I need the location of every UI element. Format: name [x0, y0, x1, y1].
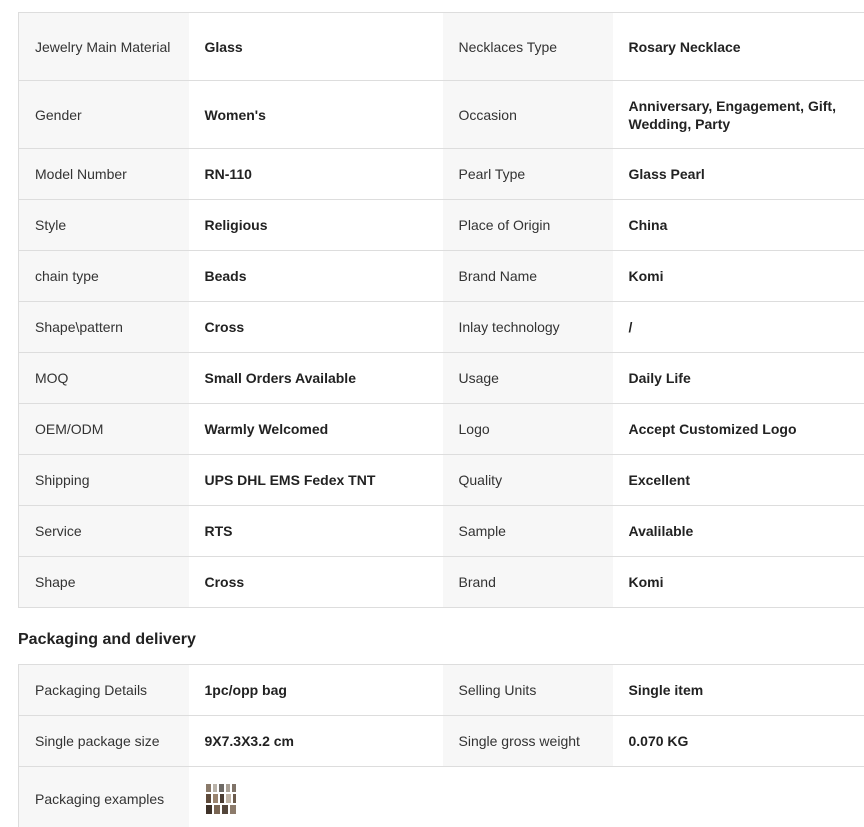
attribute-key: Shape\pattern	[19, 302, 189, 353]
attribute-value: Daily Life	[613, 353, 864, 404]
packaging-thumbnail-image[interactable]	[205, 783, 237, 815]
attribute-value: Avalilable	[613, 506, 864, 557]
attribute-value: Rosary Necklace	[613, 13, 864, 81]
attribute-value: 9X7.3X3.2 cm	[189, 716, 443, 767]
attribute-key: Brand	[443, 557, 613, 608]
attribute-key: Selling Units	[443, 665, 613, 716]
attribute-value: RTS	[189, 506, 443, 557]
attribute-key: Inlay technology	[443, 302, 613, 353]
packaging-thumbnail-icon	[205, 783, 237, 815]
attribute-key: OEM/ODM	[19, 404, 189, 455]
packaging-examples-cell	[189, 767, 864, 827]
table-row	[19, 404, 864, 455]
table-row	[19, 302, 864, 353]
attribute-key: Packaging Details	[19, 665, 189, 716]
attribute-key: Pearl Type	[443, 149, 613, 200]
attribute-key: Sample	[443, 506, 613, 557]
attribute-value: Single item	[613, 665, 864, 716]
attribute-key: chain type	[19, 251, 189, 302]
attribute-value: Komi	[613, 251, 864, 302]
attribute-key: Gender	[19, 81, 189, 149]
table-row	[19, 149, 864, 200]
attribute-value: Anniversary, Engagement, Gift, Wedding, Party	[613, 81, 864, 149]
attribute-value: Cross	[189, 557, 443, 608]
attribute-key: Necklaces Type	[443, 13, 613, 81]
table-row	[19, 506, 864, 557]
attribute-key: Shape	[19, 557, 189, 608]
attribute-value: RN-110	[189, 149, 443, 200]
attribute-key: Single package size	[19, 716, 189, 767]
table-row	[19, 455, 864, 506]
attribute-value: Accept Customized Logo	[613, 404, 864, 455]
attribute-key: Place of Origin	[443, 200, 613, 251]
attribute-key: Occasion	[443, 81, 613, 149]
table-row	[19, 716, 864, 767]
table-row	[19, 200, 864, 251]
attribute-key: MOQ	[19, 353, 189, 404]
attribute-key: Service	[19, 506, 189, 557]
section-title-packaging: Packaging and delivery	[18, 631, 196, 648]
attribute-value: Glass	[189, 13, 443, 81]
attribute-value: Beads	[189, 251, 443, 302]
attribute-value: Glass Pearl	[613, 149, 864, 200]
attribute-value: China	[613, 200, 864, 251]
attribute-value: Cross	[189, 302, 443, 353]
attribute-key: Jewelry Main Material	[19, 13, 189, 81]
attribute-value: Religious	[189, 200, 443, 251]
product-attributes-table	[18, 12, 864, 608]
attribute-key: Packaging examples	[19, 767, 189, 827]
table-row	[19, 353, 864, 404]
attribute-key: Shipping	[19, 455, 189, 506]
attribute-value: Women's	[189, 81, 443, 149]
attribute-key: Single gross weight	[443, 716, 613, 767]
attribute-key: Brand Name	[443, 251, 613, 302]
attribute-value: 0.070 KG	[613, 716, 864, 767]
attribute-value: Warmly Welcomed	[189, 404, 443, 455]
attribute-value: UPS DHL EMS Fedex TNT	[189, 455, 443, 506]
table-row	[19, 557, 864, 608]
table-row	[19, 13, 864, 81]
table-row	[19, 251, 864, 302]
table-row	[19, 767, 864, 827]
table-row	[19, 81, 864, 149]
attribute-value: Small Orders Available	[189, 353, 443, 404]
table-row	[19, 665, 864, 716]
attribute-key: Model Number	[19, 149, 189, 200]
attribute-value: 1pc/opp bag	[189, 665, 443, 716]
attribute-value: Komi	[613, 557, 864, 608]
attribute-key: Logo	[443, 404, 613, 455]
attribute-key: Usage	[443, 353, 613, 404]
attribute-value: Excellent	[613, 455, 864, 506]
attribute-key: Style	[19, 200, 189, 251]
attribute-value: /	[613, 302, 864, 353]
packaging-table	[18, 664, 864, 827]
attribute-key: Quality	[443, 455, 613, 506]
